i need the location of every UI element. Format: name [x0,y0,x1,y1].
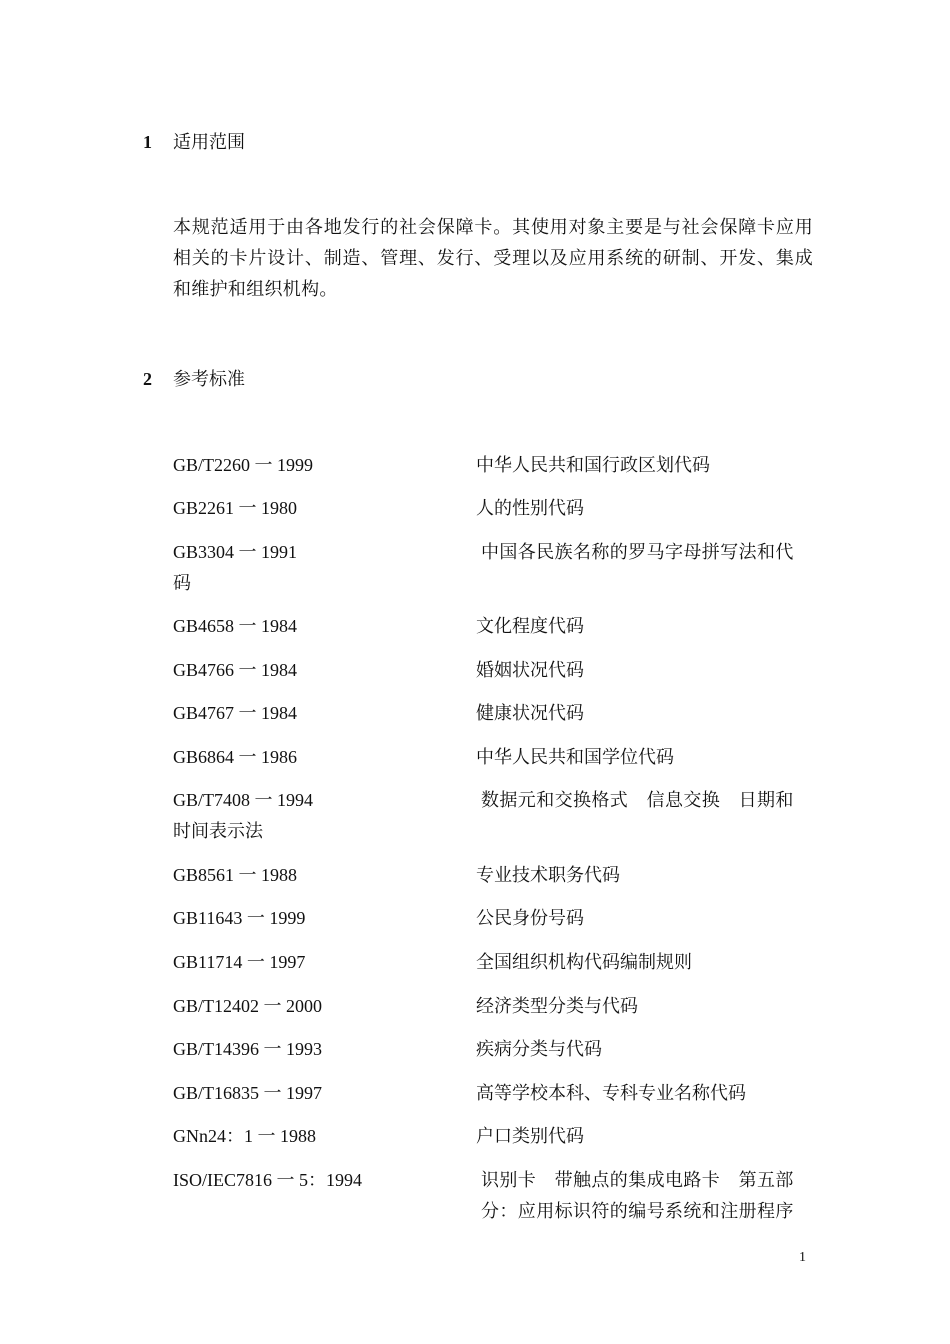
standard-code: GB11714 一 1997 [173,952,306,972]
standard-row [173,1165,813,1227]
standard-name: 数据元和交换格式 信息交换 日期和 [481,790,794,811]
section-1-number: 1 [143,132,152,152]
standard-code: GB/T7408 一 1994 [173,790,314,810]
standard-code: GNn24：1 一 1988 [173,1126,316,1146]
standard-name: 识别卡 带触点的集成电路卡 第五部分：应用标识符的编号系统和注册程序 [481,1170,794,1222]
standard-code: GB3304 一 1991 [173,542,298,562]
standard-name: 中华人民共和国学位代码 [476,747,674,768]
standard-name: 健康状况代码 [476,703,584,724]
section-2-title: 参考标准 [173,369,245,390]
page-number: 1 [799,1250,806,1265]
standard-name: 专业技术职务代码 [476,865,620,886]
standard-code: GB4767 一 1984 [173,703,298,723]
standard-code: GB/T16835 一 1997 [173,1083,323,1103]
standard-code: GB4658 一 1984 [173,616,298,636]
standard-row [173,785,813,847]
section-1-paragraph: 本规范适用于由各地发行的社会保障卡。其使用对象主要是与社会保障卡应用相关的卡片设计、制造、管理、发行、受理以及应用系统的研制、开发、集成和维护和组织机构。 [173,217,813,300]
standard-name: 人的性别代码 [476,498,584,519]
standard-code-continuation: 时间表示法 [173,821,263,841]
standard-code: GB4766 一 1984 [173,660,298,680]
standard-name: 户口类别代码 [476,1126,584,1147]
standard-code: GB11643 一 1999 [173,908,306,928]
standard-name: 中国各民族名称的罗马字母拼写法和代 [481,542,794,563]
standard-name: 高等学校本科、专科专业名称代码 [476,1083,746,1104]
standard-name: 公民身份号码 [476,908,584,929]
standard-code: ISO/IEC7816 一 5：1994 [173,1170,362,1190]
standard-code: GB/T2260 一 1999 [173,455,314,475]
standard-row [173,537,813,599]
standard-name: 文化程度代码 [476,616,584,637]
standard-code: GB8561 一 1988 [173,865,298,885]
standard-name: 全国组织机构代码编制规则 [476,952,692,973]
standard-name: 经济类型分类与代码 [476,996,638,1017]
standard-code: GB/T12402 一 2000 [173,996,323,1016]
standard-name: 疾病分类与代码 [476,1039,602,1060]
standard-code: GB/T14396 一 1993 [173,1039,323,1059]
standard-name: 婚姻状况代码 [476,660,584,681]
section-1-title: 适用范围 [173,132,245,153]
standard-code: GB6864 一 1986 [173,747,298,767]
section-1-heading [143,130,245,155]
standard-code: GB2261 一 1980 [173,498,298,518]
section-2-heading [143,367,245,392]
standard-code-continuation: 码 [173,573,191,593]
standard-name: 中华人民共和国行政区划代码 [476,455,710,476]
section-2-number: 2 [143,369,152,389]
